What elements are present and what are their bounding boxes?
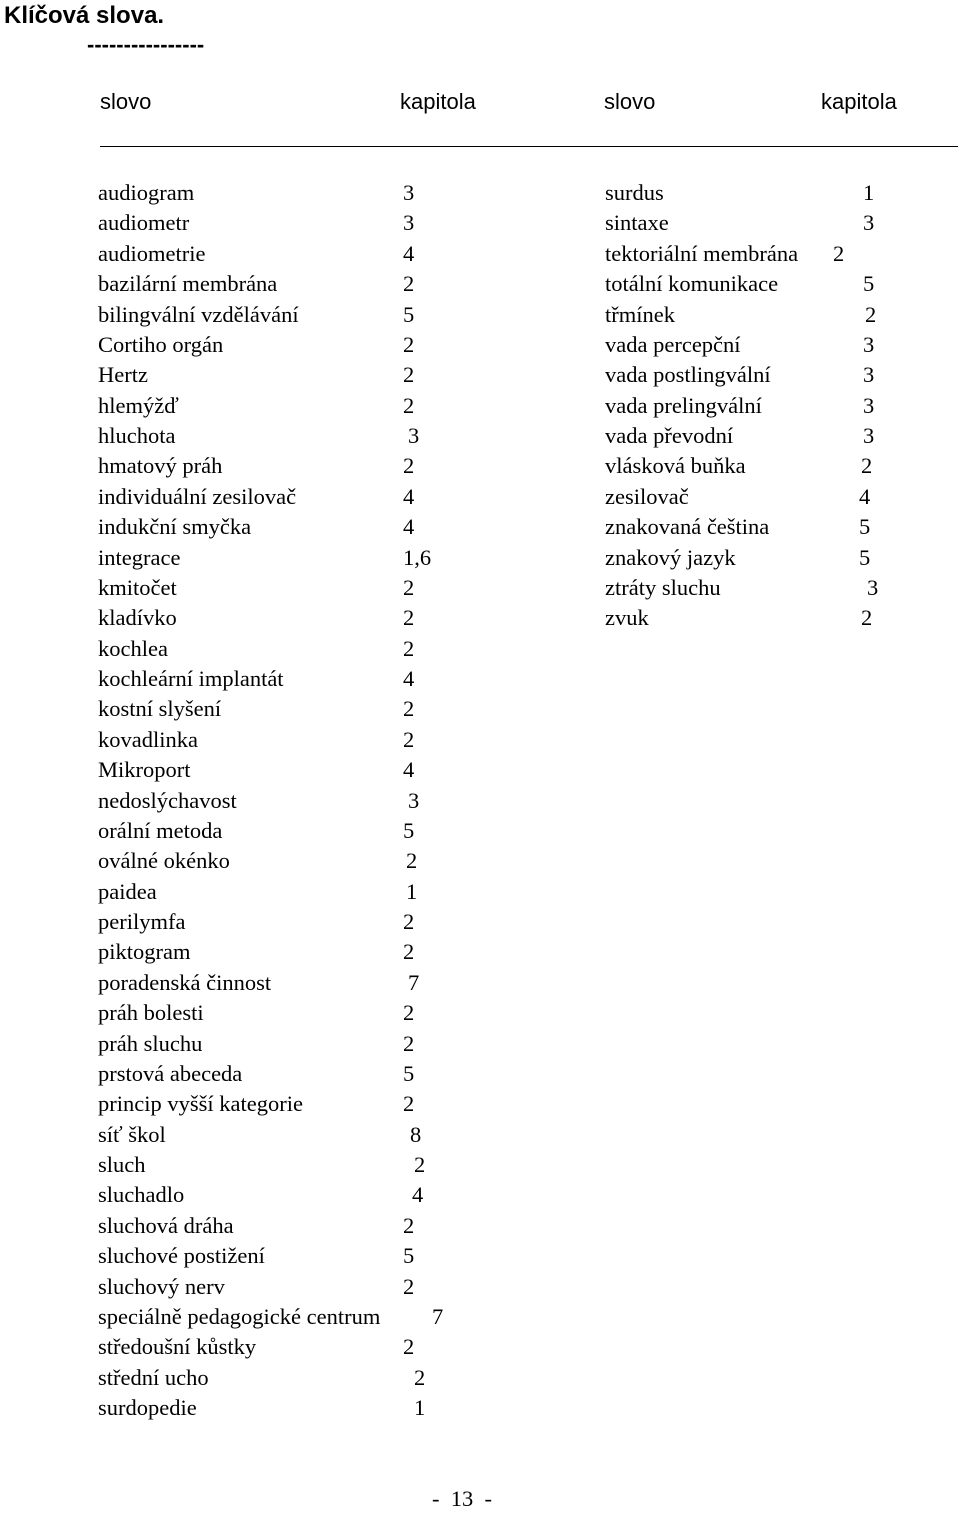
- keyword-chapter: 3: [408, 423, 420, 448]
- keyword-term: integrace: [98, 544, 181, 570]
- keyword-row: [98, 269, 478, 299]
- keyword-row: [98, 543, 478, 573]
- keyword-row: [98, 1241, 478, 1271]
- keyword-chapter: 2: [833, 240, 845, 266]
- page-number: - 13 -: [432, 1486, 492, 1511]
- keyword-term: kmitočet: [98, 574, 177, 600]
- keyword-row: [98, 1150, 478, 1180]
- keyword-chapter: 4: [403, 483, 415, 509]
- keyword-chapter: 4: [403, 240, 415, 266]
- header-chapter-right: kapitola: [821, 89, 897, 114]
- keyword-term: práh sluchu: [98, 1030, 203, 1056]
- keyword-row: [98, 1393, 478, 1423]
- keyword-term: prstová abeceda: [98, 1060, 243, 1086]
- keyword-chapter: 2: [403, 392, 415, 418]
- keyword-row: [98, 907, 478, 937]
- keyword-term: hmatový práh: [98, 453, 223, 479]
- keyword-chapter: 5: [403, 817, 415, 843]
- keyword-chapter: 3: [863, 423, 875, 448]
- keyword-chapter: 2: [403, 605, 415, 631]
- keyword-chapter: 2: [403, 1334, 415, 1360]
- keyword-chapter: 2: [406, 848, 418, 874]
- keyword-term: síť škol: [98, 1121, 166, 1147]
- keyword-term: hlemýžď: [98, 392, 179, 418]
- keyword-term: audiometrie: [98, 240, 206, 266]
- keyword-term: Hertz: [98, 362, 148, 388]
- keyword-chapter: 5: [403, 1243, 415, 1269]
- keyword-term: poradenská činnost: [98, 969, 272, 995]
- keyword-row: [98, 664, 478, 694]
- keyword-chapter: 5: [403, 301, 415, 327]
- keyword-chapter: 2: [403, 1030, 415, 1056]
- keyword-chapter: 2: [403, 331, 415, 357]
- keyword-chapter: 1: [414, 1395, 426, 1420]
- keyword-chapter: 2: [403, 1000, 415, 1026]
- keyword-row: [98, 573, 478, 603]
- keyword-row: [98, 482, 478, 512]
- keyword-chapter: 8: [410, 1121, 422, 1147]
- keyword-row: [98, 208, 478, 238]
- keyword-term: zesilovač: [605, 483, 689, 509]
- keyword-row: [98, 786, 478, 816]
- header-chapter-left: kapitola: [400, 89, 476, 114]
- keyword-term: individuální zesilovač: [98, 483, 297, 509]
- keyword-chapter: 2: [403, 635, 415, 661]
- keyword-term: sintaxe: [605, 210, 669, 236]
- keyword-chapter: 2: [403, 453, 415, 479]
- keyword-row: [98, 1180, 478, 1210]
- keyword-term: sluchový nerv: [98, 1273, 225, 1299]
- header-word-left: slovo: [100, 89, 152, 114]
- keyword-row: [605, 573, 905, 603]
- keyword-row: [98, 330, 478, 360]
- keyword-term: kovadlinka: [98, 726, 198, 752]
- keyword-list-left: [98, 178, 478, 1423]
- keyword-chapter: 4: [412, 1182, 424, 1208]
- keyword-term: ztráty sluchu: [605, 574, 721, 600]
- keyword-chapter: 3: [408, 787, 420, 813]
- keyword-list-right: [605, 178, 905, 634]
- keyword-term: sluchová dráha: [98, 1212, 234, 1238]
- keyword-term: znakovaná čeština: [605, 514, 770, 540]
- keyword-row: [605, 300, 905, 330]
- keyword-term: surdus: [605, 180, 664, 205]
- keyword-chapter: 1: [406, 878, 418, 904]
- keyword-row: [98, 968, 478, 998]
- keyword-chapter: 3: [863, 362, 875, 388]
- keyword-term: kochlea: [98, 635, 168, 661]
- keyword-chapter: 5: [859, 544, 871, 570]
- keyword-chapter: 3: [863, 331, 875, 357]
- keyword-chapter: 2: [403, 362, 415, 388]
- keyword-row: [98, 1363, 478, 1393]
- keyword-term: indukční smyčka: [98, 514, 252, 540]
- keyword-chapter: 5: [859, 514, 871, 540]
- keyword-row: [605, 482, 905, 512]
- keyword-term: audiogram: [98, 180, 195, 205]
- keyword-term: sluchadlo: [98, 1182, 185, 1208]
- keyword-chapter: 2: [403, 726, 415, 752]
- keyword-row: [605, 512, 905, 542]
- page-title: Klíčová slova.: [4, 2, 165, 29]
- keyword-chapter: 2: [403, 909, 415, 934]
- keyword-row: [98, 877, 478, 907]
- keyword-term: princip vyšší kategorie: [98, 1091, 303, 1117]
- keyword-term: paidea: [98, 878, 157, 904]
- keyword-row: [605, 451, 905, 481]
- keyword-chapter: 1: [863, 180, 875, 205]
- keyword-row: [98, 1272, 478, 1302]
- keyword-chapter: 4: [859, 483, 871, 509]
- keyword-row: [605, 269, 905, 299]
- keyword-row: [98, 391, 478, 421]
- keyword-row: [98, 937, 478, 967]
- keyword-term: sluchové postižení: [98, 1243, 265, 1269]
- keyword-chapter: 2: [403, 696, 415, 722]
- keyword-row: [98, 1120, 478, 1150]
- keyword-term: Mikroport: [98, 757, 191, 783]
- keyword-term: práh bolesti: [98, 1000, 204, 1026]
- keyword-term: znakový jazyk: [605, 544, 736, 570]
- keyword-chapter: 2: [403, 574, 415, 600]
- keyword-chapter: 2: [861, 453, 873, 479]
- keyword-row: [605, 178, 905, 208]
- keyword-term: třmínek: [605, 301, 675, 327]
- keyword-row: [98, 998, 478, 1028]
- keyword-term: vada percepční: [605, 331, 741, 357]
- keyword-term: kostní slyšení: [98, 696, 222, 722]
- keyword-row: [98, 512, 478, 542]
- keyword-term: střední ucho: [98, 1364, 209, 1390]
- keyword-term: surdopedie: [98, 1395, 197, 1420]
- keyword-term: oválné okénko: [98, 848, 230, 874]
- keyword-chapter: 5: [863, 271, 875, 297]
- keyword-row: [605, 360, 905, 390]
- keyword-row: [605, 421, 905, 451]
- keyword-chapter: 3: [863, 392, 875, 418]
- keyword-row: [605, 330, 905, 360]
- keyword-term: Cortiho orgán: [98, 331, 224, 357]
- keyword-row: [605, 391, 905, 421]
- keyword-row: [98, 1029, 478, 1059]
- keyword-row: [605, 208, 905, 238]
- keyword-row: [98, 725, 478, 755]
- keyword-chapter: 2: [403, 1273, 415, 1299]
- keyword-chapter: 2: [403, 271, 415, 297]
- keyword-row: [98, 360, 478, 390]
- keyword-row: [98, 178, 478, 208]
- keyword-term: tektoriální membrána: [605, 240, 799, 266]
- keyword-row: [98, 603, 478, 633]
- keyword-term: audiometr: [98, 210, 190, 236]
- keyword-term: hluchota: [98, 423, 176, 448]
- header-word-right: slovo: [604, 89, 656, 114]
- keyword-term: perilymfa: [98, 909, 186, 934]
- keyword-row: [98, 755, 478, 785]
- keyword-term: zvuk: [605, 605, 649, 631]
- keyword-chapter: 1,6: [403, 544, 432, 570]
- keyword-row: [98, 634, 478, 664]
- keyword-row: [98, 451, 478, 481]
- keyword-chapter: 3: [863, 210, 875, 236]
- keyword-row: [98, 1059, 478, 1089]
- keyword-chapter: 3: [403, 180, 415, 205]
- keyword-row: [98, 1089, 478, 1119]
- keyword-chapter: 4: [403, 514, 415, 540]
- keyword-chapter: 3: [867, 574, 879, 600]
- keyword-term: vlásková buňka: [605, 453, 746, 479]
- keyword-chapter: 2: [403, 1091, 415, 1117]
- title-underline: ----------------: [87, 32, 205, 57]
- keyword-term: vada postlingvální: [605, 362, 771, 388]
- keyword-row: [98, 846, 478, 876]
- keyword-term: vada převodní: [605, 423, 734, 448]
- keyword-row: [98, 1211, 478, 1241]
- keyword-row: [605, 603, 905, 633]
- keyword-term: speciálně pedagogické centrum: [98, 1303, 381, 1329]
- keyword-chapter: 5: [403, 1060, 415, 1086]
- keyword-chapter: 4: [403, 757, 415, 783]
- keyword-row: [605, 239, 905, 269]
- keyword-chapter: 7: [432, 1303, 444, 1329]
- keyword-term: totální komunikace: [605, 271, 779, 297]
- keyword-term: bilingvální vzdělávání: [98, 301, 299, 327]
- keyword-chapter: 2: [414, 1364, 426, 1390]
- keyword-term: nedoslýchavost: [98, 787, 237, 813]
- keyword-row: [98, 694, 478, 724]
- keyword-row: [98, 421, 478, 451]
- keyword-row: [605, 543, 905, 573]
- keyword-term: kladívko: [98, 605, 177, 631]
- keyword-term: piktogram: [98, 939, 191, 965]
- keyword-chapter: 7: [408, 969, 420, 995]
- keyword-row: [98, 1302, 478, 1332]
- keyword-term: středoušní kůstky: [98, 1334, 257, 1360]
- keyword-row: [98, 1332, 478, 1362]
- keyword-term: orální metoda: [98, 817, 223, 843]
- keyword-chapter: 2: [861, 605, 873, 631]
- keyword-term: vada prelingvální: [605, 392, 762, 418]
- keyword-term: kochleární implantát: [98, 666, 284, 691]
- keyword-chapter: 3: [403, 210, 415, 236]
- keyword-chapter: 2: [865, 301, 877, 327]
- keyword-row: [98, 300, 478, 330]
- keyword-row: [98, 239, 478, 269]
- keyword-chapter: 2: [414, 1152, 426, 1177]
- keyword-chapter: 2: [403, 939, 415, 965]
- header-divider: [100, 146, 958, 147]
- keyword-row: [98, 816, 478, 846]
- keyword-term: sluch: [98, 1152, 146, 1177]
- keyword-chapter: 2: [403, 1212, 415, 1238]
- keyword-chapter: 4: [403, 666, 415, 691]
- keyword-term: bazilární membrána: [98, 271, 278, 297]
